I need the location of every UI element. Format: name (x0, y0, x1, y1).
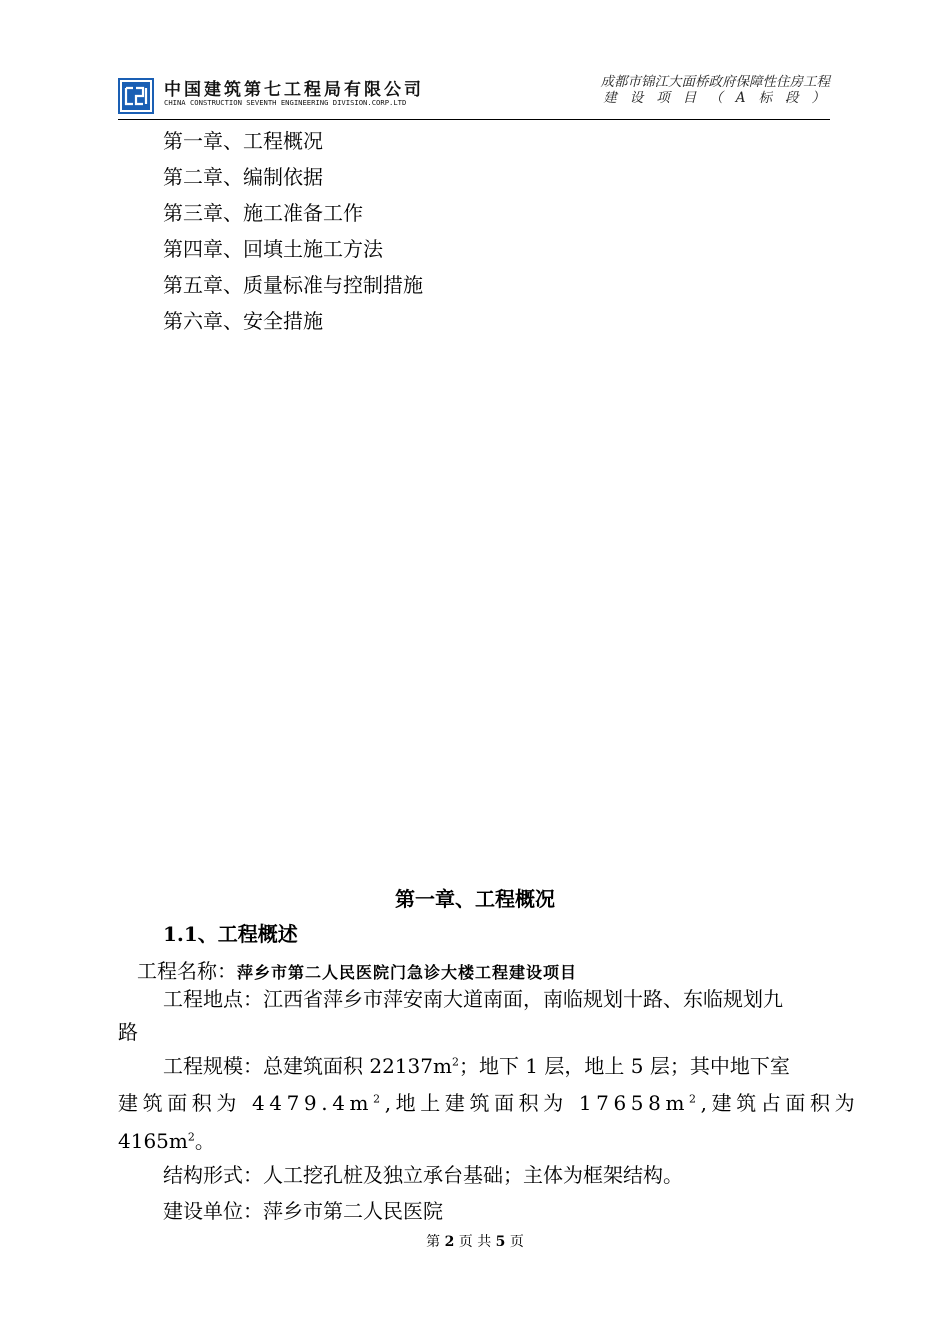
location-line-1: 工程地点：江西省萍乡市萍安南大道南面，南临规划十路、东临规划九 (163, 987, 783, 1011)
project-name-line2: 建设项目（A标段） (603, 90, 838, 106)
builder-paragraph: 建设单位：萍乡市第二人民医院 (163, 1199, 443, 1223)
page-header (118, 70, 838, 122)
toc-item: 第二章、编制依据 (163, 165, 323, 189)
scale-line-3 (118, 1125, 215, 1154)
chapter-title: 第一章、工程概况 (395, 887, 555, 911)
location-line-2: 路 (118, 1020, 138, 1044)
toc-item: 第四章、回填土施工方法 (163, 237, 383, 261)
header-rule (118, 119, 830, 120)
project-name-paragraph (137, 955, 577, 984)
scale-text: 4165m (118, 1129, 188, 1153)
scale-text: ；地下 1 层，地上 5 层；其中地下室 (458, 1054, 790, 1078)
page-total: 5 (495, 1234, 506, 1250)
company-name-cn: 中国建筑第七工程局有限公司 (164, 80, 424, 100)
section-title: 1.1、工程概述 (163, 922, 298, 946)
page-number: 2 (444, 1234, 455, 1250)
table-of-contents (163, 126, 423, 342)
footer-suffix: 页 (509, 1234, 524, 1250)
page-footer (0, 1231, 950, 1251)
scale-line-1 (163, 1050, 790, 1079)
scale-line-2 (118, 1087, 859, 1116)
cscec-logo-icon (118, 78, 154, 114)
project-name-line1: 成都市锦江大面桥政府保障性住房工程 (600, 74, 830, 90)
scale-text: 建筑面积为 4479.4m (118, 1091, 374, 1115)
scale-text: 工程规模：总建筑面积 22137m (163, 1054, 452, 1078)
scale-text: 。 (194, 1129, 215, 1153)
superscript: 2 (187, 1130, 195, 1144)
toc-item: 第六章、安全措施 (163, 309, 323, 333)
project-name-value: 萍乡市第二人民医院门急诊大楼工程建设项目 (237, 963, 578, 982)
toc-item: 第一章、工程概况 (163, 129, 323, 153)
footer-middle: 页 共 (458, 1234, 492, 1250)
superscript: 2 (451, 1055, 459, 1069)
scale-text: ,地上建筑面积为 17658m (384, 1091, 690, 1115)
scale-text: ,建筑占面积为 (700, 1091, 860, 1115)
company-name-en: CHINA CONSTRUCTION SEVENTH ENGINEERING DIVISION.CORP.LTD (164, 98, 407, 107)
superscript: 2 (373, 1092, 385, 1106)
toc-item: 第五章、质量标准与控制措施 (163, 273, 423, 297)
project-name-label: 工程名称： (137, 959, 237, 983)
superscript: 2 (689, 1092, 701, 1106)
structure-paragraph: 结构形式：人工挖孔桩及独立承台基础；主体为框架结构。 (163, 1163, 683, 1187)
footer-prefix: 第 (426, 1234, 441, 1250)
project-name (600, 74, 838, 106)
toc-item: 第三章、施工准备工作 (163, 201, 363, 225)
